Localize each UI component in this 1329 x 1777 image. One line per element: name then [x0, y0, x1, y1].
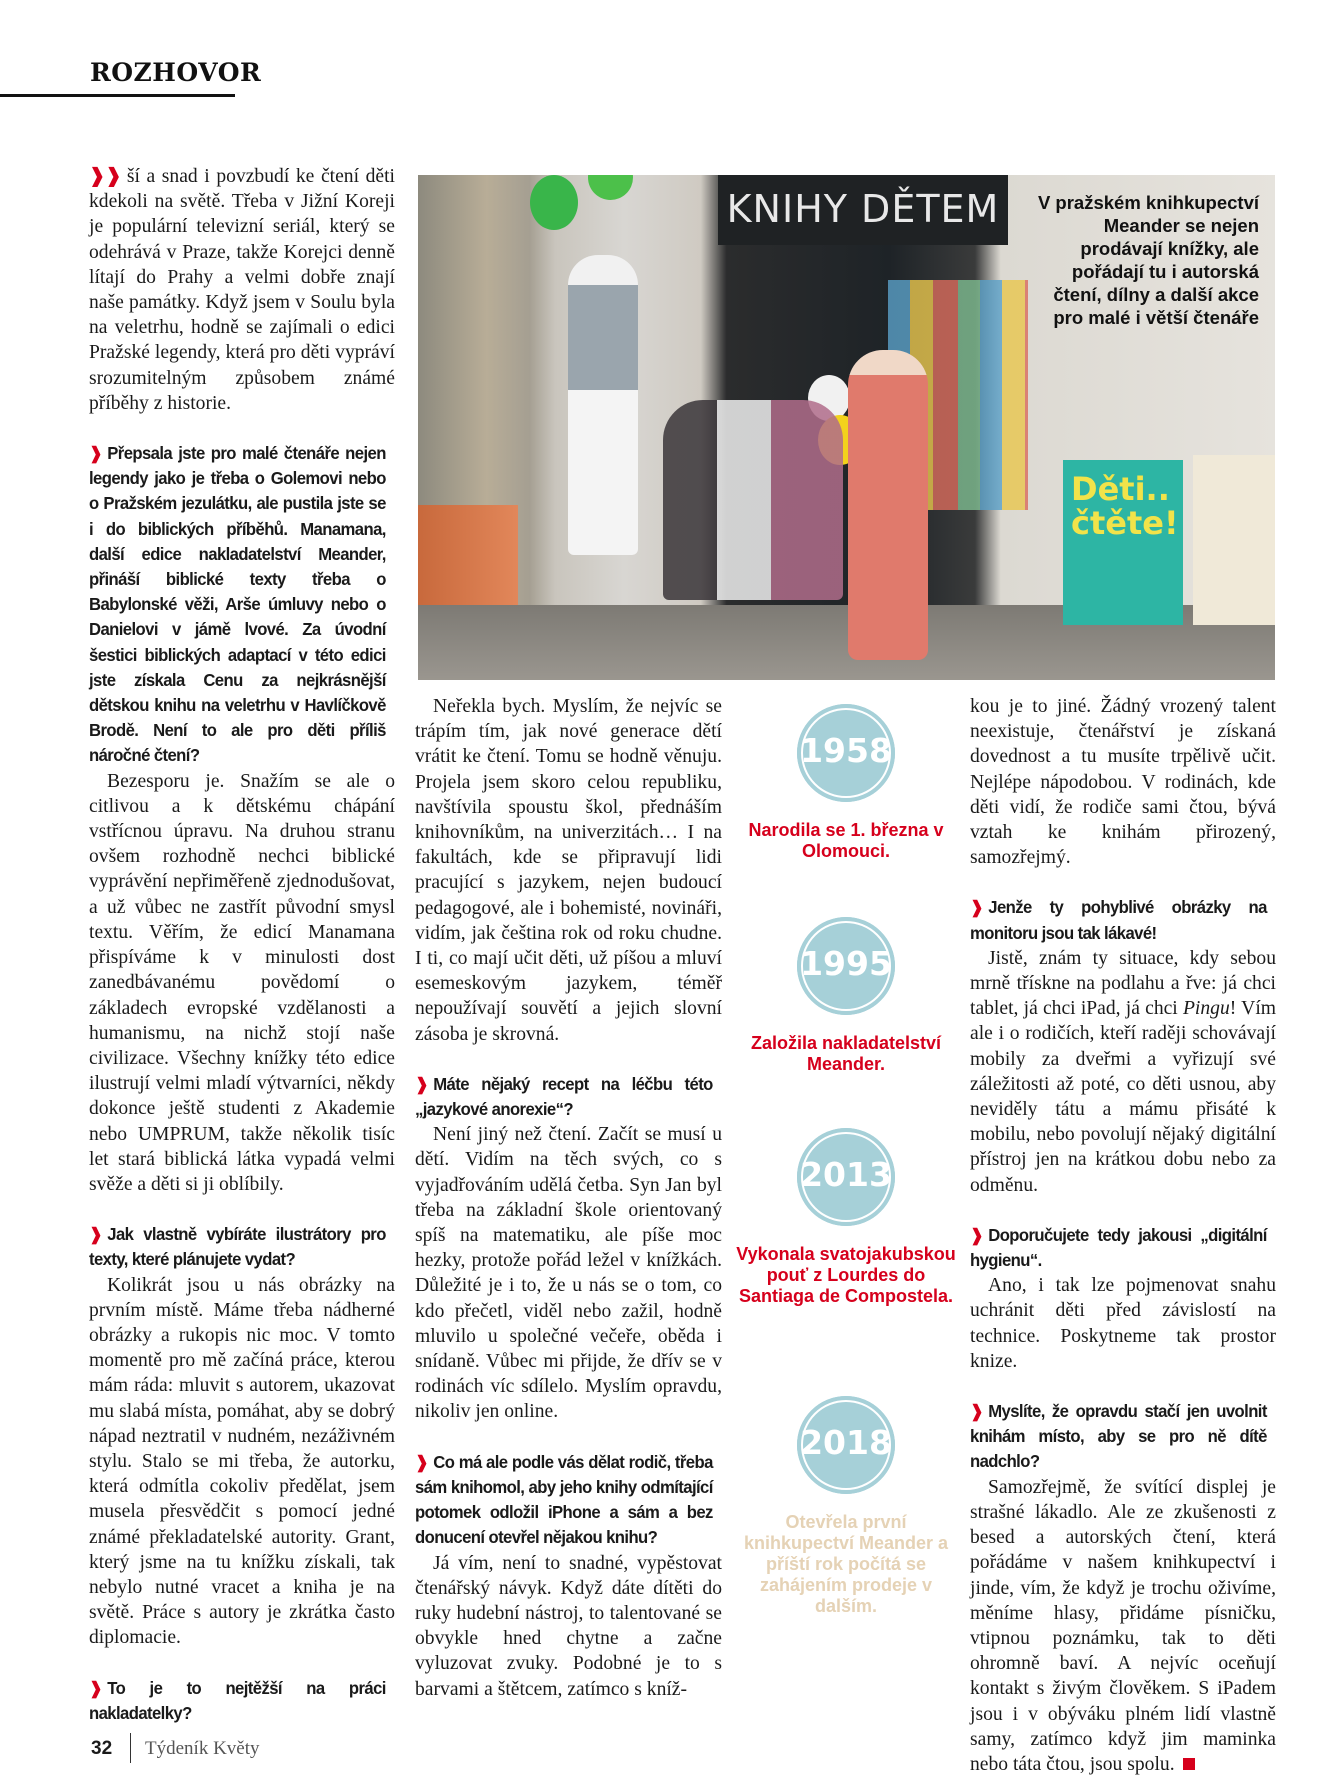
- question-mark-icon: ❱: [89, 1677, 103, 1698]
- paragraph-text: ší a snad i povzbudí ke čtení děti kdekoli na světě. Třeba v Jižní Koreji je populární televizní seriál, který se odehrává v Praze, takže Korejci denně lítají do Prahy a velmi dobře znají naše památky. Když jsem v Soulu byla na veletrhu, hodně se zajímali o edici Pražské legendy, která pro děti vypráví srozumitelným způsobem známé příběhy z historie.: [89, 166, 395, 414]
- timeline-item: [730, 917, 962, 1075]
- answer: Není jiný než čtení. Začít se musí u dětí. Vidím na těch svých, co s vyjadřováním udělá četba. Syn Jan byl třeba na základní škole orientovaný spíš na matematiku, ale píše moc hezky, protože pořád ležel v knížkách. Důležité je i to, že u nás se o tom, co kdo přečetl, viděl nebo zažil, hodně mluvilo u společné večeře, oběda i snídaně. Vůbec mi přijde, že dřív se v rodinách víc sdílelo. Myslím opravdu, nikoliv jen online.: [415, 1124, 722, 1423]
- answer: Kolikrát jsou u nás obrázky na prvním místě. Máme třeba nádherné obrázky a rukopis nic moc. V tomto momentě pro mě začíná práce, kterou mám ráda: mluvit s autorem, ukazovat mu slabá místa, pomáhat, aby se dobrý nápad neztratil v nudném, nezáživném stylu. Stalo se mi třeba, že autorku, která odmítla cokoliv předělat, jsem musela přesvědčit s pomocí jedné známé překladatelské autority. Grant, který jsme na tu knížku získali, tak nebylo nutné vracet a kniha je na světě. Práce s autory je zkrátka často diplomacie.: [89, 1274, 395, 1649]
- question: [89, 441, 386, 769]
- question: [970, 1399, 1267, 1475]
- question-mark-icon: ❱: [415, 1073, 429, 1094]
- page-number: 32: [91, 1738, 113, 1759]
- question: [415, 1072, 713, 1122]
- timeline-item: [730, 1128, 962, 1307]
- year: 2018: [800, 1423, 892, 1462]
- shop-sign-text: KNIHY DĚTEM: [726, 187, 1000, 231]
- year: 2013: [800, 1155, 892, 1194]
- poster-text: Děti.. čtěte!: [1071, 470, 1179, 542]
- answer-text: Samozřejmě, že svítící displej je strašné lákadlo. Ale ze zkušenosti z besed a autorských čtení, která pořádáme v našem knihkupectví i jinde, vím, že když je trochu oživíme, měníme hlasy, přidáme písničku, vtipnou poznámku, tak to děti ohromně baví. A nejvíc oceňují kontakt s živým člověkem. S iPadem jsou i v obýváku plném lidí vlastně samy, zatímco když jim maminka nebo táta čtou, jsou spolu.: [970, 1476, 1276, 1775]
- answer-text: ! Vím ale i o rodičích, kteří raději schovávají mobily za dveřmi a vyřizují své záležitosti až poté, co děti usnou, aby neviděly tátu a mámu přisáté k mobilu, nebo povolují nějaký digitální přístroj jen na krátkou dobu nebo za odměnu.: [970, 998, 1276, 1196]
- question-text: Co má ale podle vás dělat rodič, třeba sám knihomol, aby jeho knihy odmítající potomek odložil iPhone a sám a bez donucení otevřel nějakou knihu?: [415, 1451, 713, 1548]
- footer-divider: [130, 1733, 131, 1763]
- timeline-text: Otevřela první knihkupectví Meander a příští rok počítá se zahájením prodeje v dalším.: [743, 1512, 949, 1616]
- question-mark-icon: ❱: [89, 443, 103, 464]
- question-text: Doporučujete tedy jakousi „digitální hygienu“.: [970, 1224, 1267, 1271]
- timeline-text: Založila nakladatelství Meander.: [750, 1033, 942, 1074]
- section-underline: [0, 94, 235, 97]
- question-mark-icon: ❱: [970, 1401, 984, 1422]
- year-badge: [797, 1128, 895, 1226]
- question-text: Jak vlastně vybíráte ilustrátory pro texty, které plánujete vydat?: [89, 1224, 386, 1270]
- reading-poster: [1063, 460, 1183, 625]
- question-text: Máte nějaký recept na léčbu této „jazykové anorexie“?: [415, 1073, 713, 1120]
- photo-caption: V pražském knihkupectví Meander se nejen prodávají knížky, ale pořádají tu i autorská čtení, dílny a další akce pro malé i větší čtenáře: [1037, 192, 1259, 328]
- answer: [970, 946, 1276, 1198]
- answer: Bezesporu je. Snažím se ale o citlivou a k dětskému chápání vstřícnou úpravu. Na druhou stranu ovšem rozhodně nechci biblické vyprávění nepřiměřeně zjednodušovat, a už vůbec ne zastřít původní smysl textu. Věřím, že edicí Manamana přispíváme k v minulosti dost zanedbávanému povědomí o základech evropské vzdělanosti a humanismu, na nichž stojí naše civilizace. Všechny knížky této edice ilustrují velmi mladí výtvarníci, někdy dokonce ještě studenti z Akademie nebo UMPRUM, takže několik tisíc let stará biblická látka vypadá velmi svěže a děti si ji oblíbily.: [89, 770, 395, 1195]
- column-2: [415, 694, 722, 1702]
- question-text: Jenže ty pohyblivé obrázky na monitoru jsou tak lákavé!: [970, 897, 1267, 943]
- timeline-text: Narodila se 1. března v Olomouci.: [748, 820, 944, 861]
- answer: [970, 1475, 1276, 1777]
- answer: Neřekla bych. Myslím, že nejvíc se trápím tím, jak nové generace dětí vrátit ke čtení. Tomu se hodně věnuju. Projela jsem skoro celou republiku, navštívila spoustu škol, přednáším knihovníkům, na univerzitách… I na fakultách, kde se připravují lidi pracující s jazykem, nejen budoucí pedagogové, ale i bohemisté, novináři, vidím, jak čeština rok od roku chudne. I ti, co mají učit děti, už píšou a mluví esemeskovým jazykem, téměř nepoužívají souvětí a jejich slovní zásoba je skrovná.: [415, 696, 722, 1045]
- timeline-item: [730, 1396, 962, 1617]
- year-badge: [797, 704, 895, 802]
- green-balloon: [530, 175, 578, 230]
- question: [970, 895, 1267, 945]
- answer: kou je to jiné. Žádný vrozený talent neexistuje, čtenářství je získaná dovednost a tu musíte trpělivě učit. Nejlépe nápodobou. V rodinách, kde děti vidí, že rodiče sami čtou, bývá vztah ke knihám přirozený, samozřejmý.: [970, 696, 1276, 869]
- question-text: Myslíte, že opravdu stačí jen uvolnit knihám místo, aby se pro ně dítě nadchlo?: [970, 1401, 1267, 1472]
- shop-sign: [718, 175, 1008, 245]
- question-mark-icon: ❱: [89, 1224, 103, 1245]
- answer: Já vím, není to snadné, vypěstovat čtenářský návyk. Když dáte dítěti do ruky hudební nástroj, to talentované se obvykle hned chytne a začne vyluzovat zvuky. Podobné je to s barvami a štětcem, zatímco s kníž-: [415, 1552, 722, 1700]
- photo-flyer: [1193, 455, 1275, 625]
- answer-italic-text: Pingu: [1182, 998, 1230, 1020]
- photo-children: [663, 400, 843, 600]
- question-mark-icon: ❱: [970, 1224, 984, 1245]
- year: 1995: [800, 944, 892, 983]
- question: [89, 1676, 386, 1726]
- end-square-icon: [1183, 1758, 1195, 1770]
- magazine-name: Týdeník Květy: [145, 1738, 260, 1759]
- timeline-text: Vykonala svatojakubskou pouť z Lourdes do Santiaga de Compostela.: [736, 1244, 956, 1306]
- question: [415, 1450, 713, 1551]
- answer-text: Jistě, znám ty situace, kdy sebou mrně třískne na podlahu a řve: já chci tablet, já chci iPad, já chci: [970, 947, 1276, 1020]
- question-text: To je to nejtěžší na práci nakladatelky?: [89, 1677, 386, 1723]
- photo-person: [848, 350, 928, 660]
- question: [89, 1222, 386, 1272]
- answer: Ano, i tak lze pojmenovat snahu uchránit děti před závislostí na technice. Poskytneme tak prostor knize.: [970, 1275, 1276, 1372]
- timeline-item: [730, 704, 962, 862]
- continuation-mark-icon: ❱❱: [89, 165, 122, 187]
- lead-paragraph: [89, 164, 395, 416]
- year-badge: [797, 1396, 895, 1494]
- year-badge: [797, 917, 895, 1015]
- bookshop-photo: [418, 175, 1275, 680]
- question: [970, 1223, 1267, 1273]
- question-text: Přepsala jste pro malé čtenáře nejen legendy jako je třeba o Golemovi nebo o Pražském jezulátku, ale pustila jste se i do biblických příběhů. Manamana, další edice nakladatelství Meander, přináší biblické texty třeba o Babylonské věži, Arše úmluvy nebo o Danielovi v jámě lvové. Za úvodní šestici biblických adaptací v této edici jste získala Cenu za nejkrásnější dětskou knihu na veletrhu v Havlíčkově Brodě. Není to ale pro děti příliš náročné čtení?: [89, 443, 386, 766]
- section-title: ROZHOVOR: [90, 58, 262, 87]
- year: 1958: [800, 731, 892, 770]
- question-mark-icon: ❱: [415, 1451, 429, 1472]
- column-1: [89, 164, 395, 1726]
- column-3: [970, 694, 1276, 1777]
- green-balloon: [588, 175, 633, 200]
- photo-person: [568, 255, 638, 555]
- question-mark-icon: ❱: [970, 897, 984, 918]
